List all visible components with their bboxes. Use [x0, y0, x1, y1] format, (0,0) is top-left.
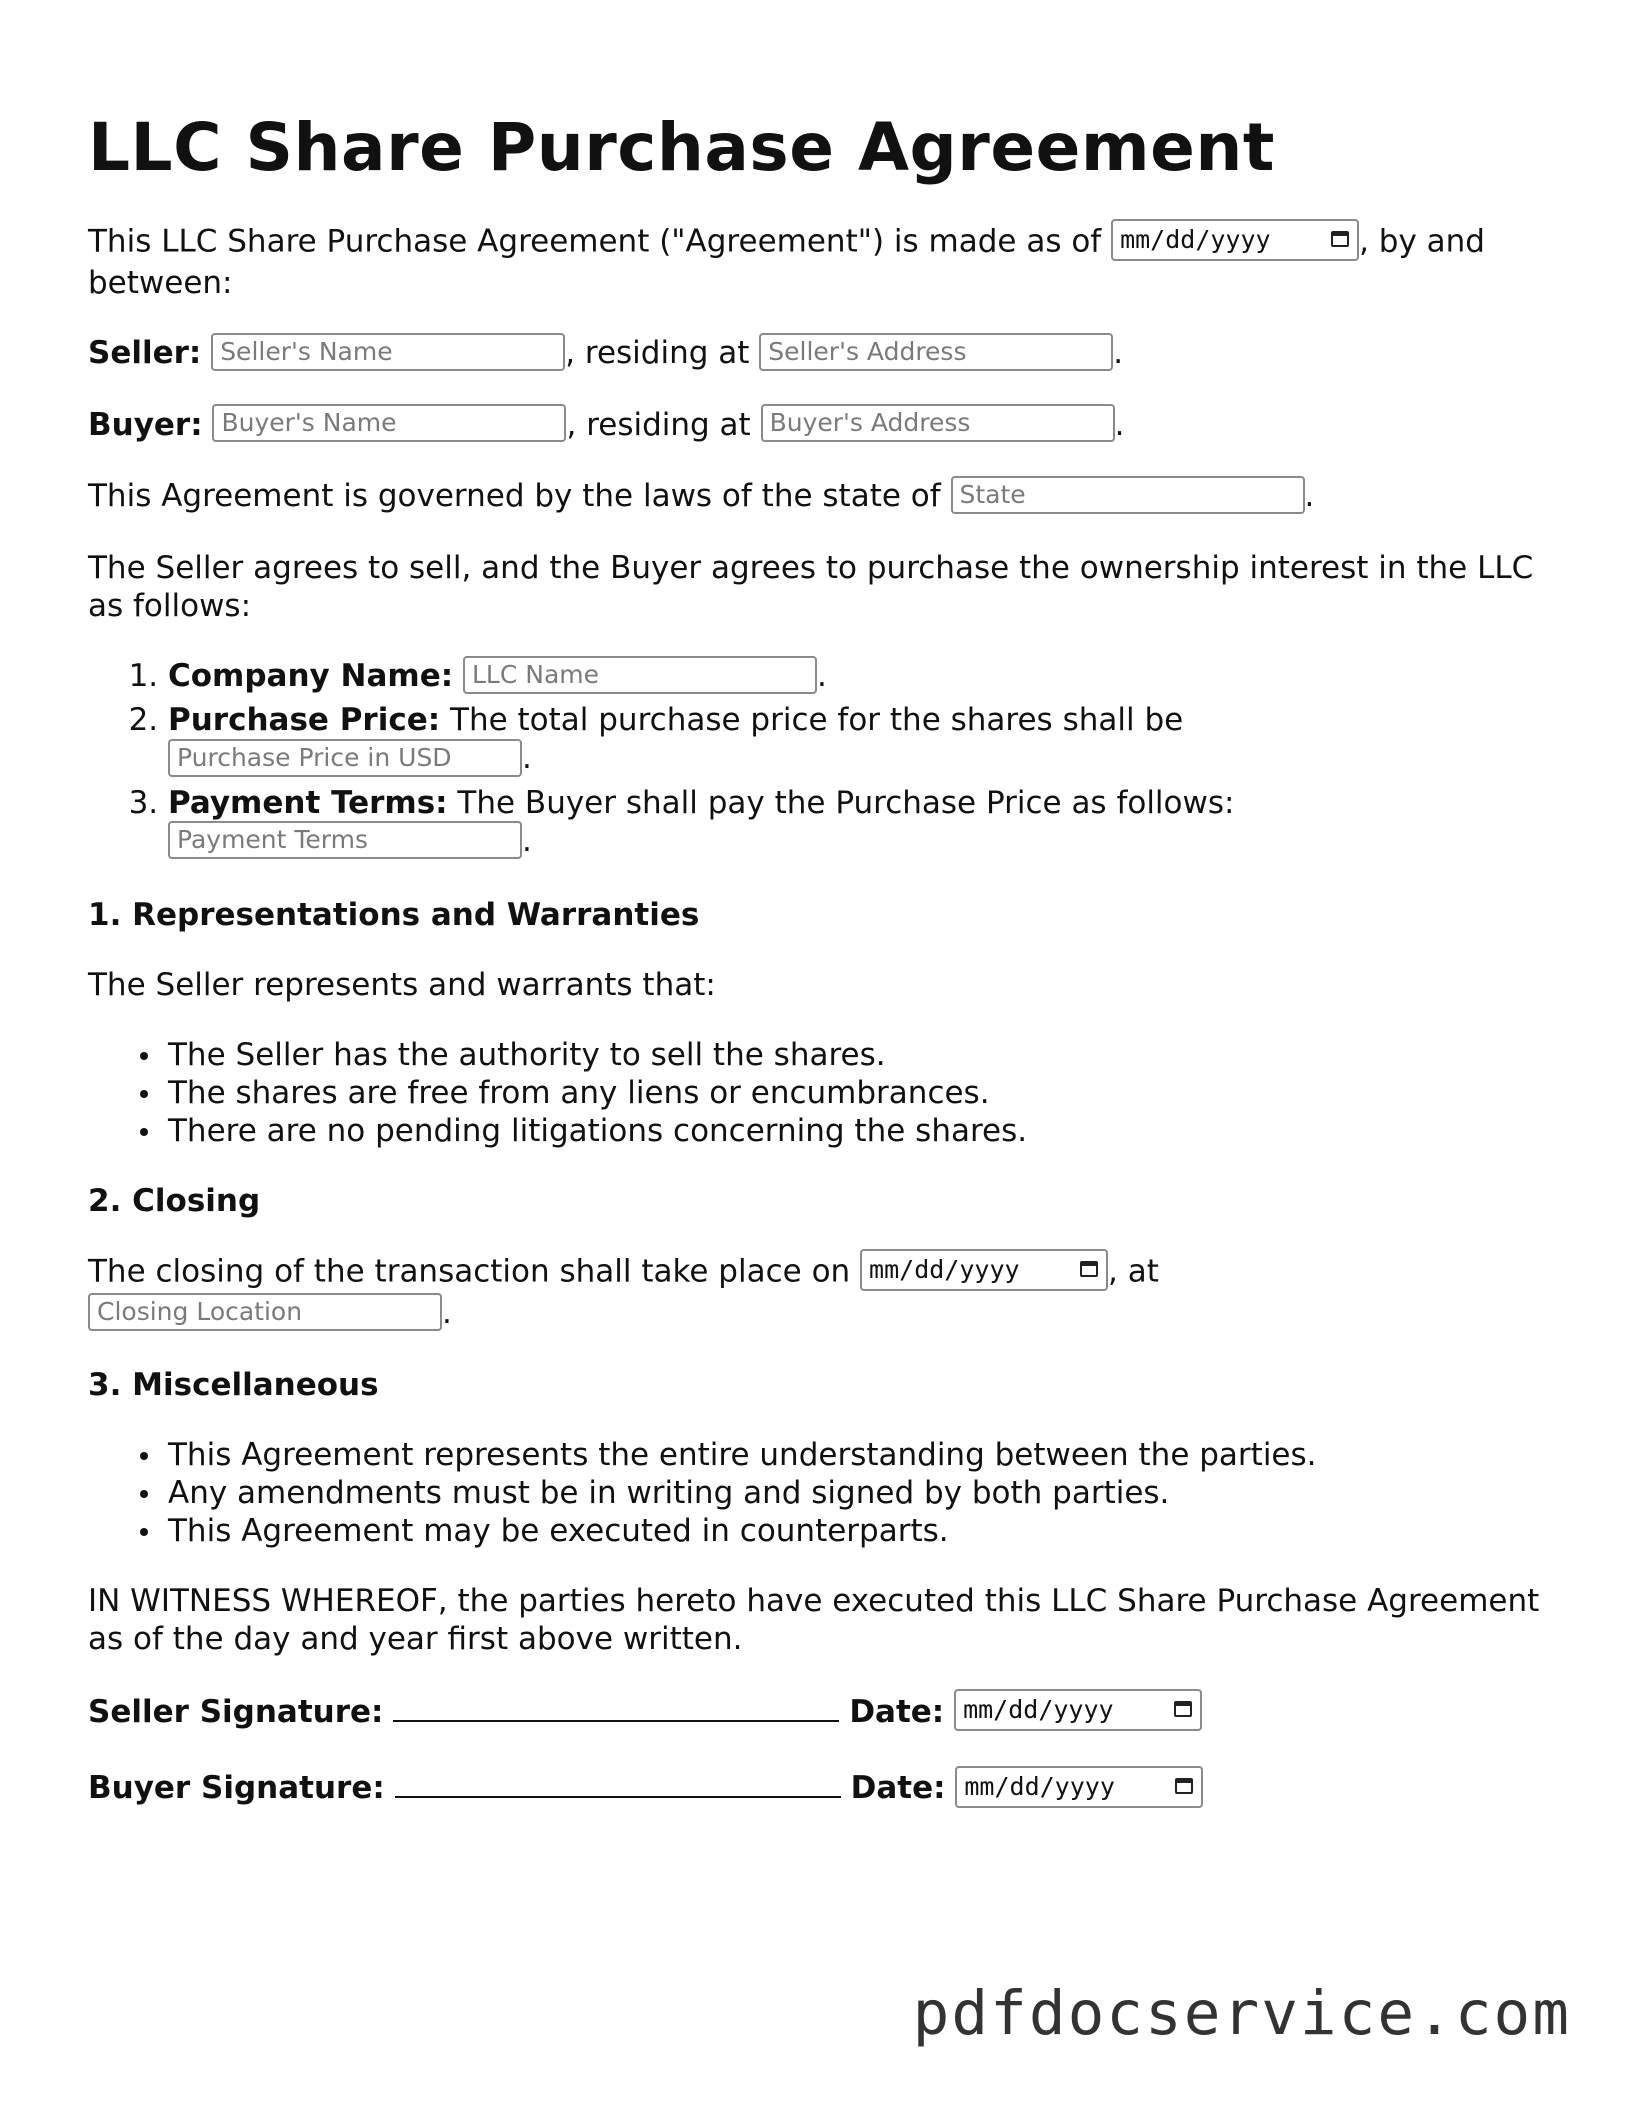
payment-terms-label: Payment Terms:	[168, 784, 448, 821]
buyer-residing-text: , residing at	[566, 406, 761, 443]
buyer-signature-field[interactable]	[395, 1766, 841, 1798]
list-item	[168, 701, 1548, 780]
governing-law-text: This Agreement is governed by the laws of the state of	[88, 478, 951, 514]
seller-address-input[interactable]: Seller's Address	[759, 333, 1113, 371]
seller-residing-text: , residing at	[565, 335, 760, 371]
buyer-signature-label: Buyer Signature:	[88, 1770, 385, 1806]
buyer-date-label: Date:	[850, 1770, 946, 1806]
closing-paragraph	[88, 1252, 1548, 1334]
payment-terms-text: The Buyer shall pay the Purchase Price as follows:	[447, 784, 1235, 821]
representations-intro: The Seller represents and warrants that:	[88, 967, 716, 1003]
seller-label: Seller:	[88, 335, 202, 371]
seller-signature-field[interactable]	[393, 1690, 839, 1722]
intro-text: This LLC Share Purchase Agreement ("Agreement") is made as of	[88, 223, 1112, 260]
list-item: This Agreement may be executed in counterparts.	[168, 1512, 1548, 1550]
term-end: .	[522, 822, 532, 859]
list-item: The Seller has the authority to sell the shares.	[168, 1036, 1548, 1074]
closing-location-input[interactable]: Closing Location	[88, 1293, 442, 1331]
list-item	[168, 657, 1548, 698]
watermark: pdfdocservice.com	[912, 1978, 1571, 2049]
miscellaneous-list	[88, 1436, 1548, 1550]
calendar-icon[interactable]	[1080, 1261, 1098, 1277]
company-name-label: Company Name:	[168, 657, 454, 694]
llc-name-input[interactable]: LLC Name	[463, 656, 817, 694]
governing-law-end: .	[1304, 478, 1315, 514]
purchase-price-input[interactable]: Purchase Price in USD	[168, 739, 522, 777]
buyer-signature-line	[88, 1766, 1548, 1811]
purchase-price-text: The total purchase price for the shares shall be	[440, 702, 1184, 738]
buyer-line	[88, 406, 1548, 446]
list-item: The shares are free from any liens or encumbrances.	[168, 1074, 1548, 1112]
page-title: LLC Share Purchase Agreement	[88, 109, 1275, 186]
agreement-date-input[interactable]	[1111, 219, 1359, 261]
section-heading-representations: 1. Representations and Warranties	[88, 897, 700, 933]
section-heading-miscellaneous: 3. Miscellaneous	[88, 1366, 379, 1403]
closing-text: The closing of the transaction shall take place on	[88, 1253, 861, 1290]
section-heading-closing: 2. Closing	[88, 1183, 261, 1219]
governing-law-line	[88, 477, 1548, 517]
seller-signature-label: Seller Signature:	[88, 1693, 384, 1730]
term-end: .	[816, 657, 827, 694]
seller-name-input[interactable]: Seller's Name	[211, 333, 565, 371]
buyer-label: Buyer:	[88, 406, 203, 443]
list-item	[168, 784, 1548, 863]
purchase-price-label: Purchase Price:	[168, 702, 441, 738]
buyer-address-input[interactable]: Buyer's Address	[761, 404, 1115, 442]
list-item: Any amendments must be in writing and signed by both parties.	[168, 1474, 1548, 1512]
buyer-line-end: .	[1114, 406, 1125, 443]
closing-at-text: , at	[1108, 1253, 1159, 1290]
seller-date-label: Date:	[849, 1693, 945, 1730]
seller-date-placeholder: mm/dd/yyyy	[963, 1695, 1114, 1724]
seller-line	[88, 334, 1548, 374]
witness-paragraph: IN WITNESS WHEREOF, the parties hereto have executed this LLC Share Purchase Agreement as of the day and year first above written.	[88, 1582, 1540, 1657]
buyer-name-input[interactable]: Buyer's Name	[212, 404, 566, 442]
state-input[interactable]: State	[951, 476, 1305, 514]
terms-list	[88, 657, 1548, 863]
seller-line-end: .	[1113, 335, 1124, 371]
agreement-document	[88, 108, 1548, 1843]
buyer-date-input[interactable]	[955, 1766, 1203, 1808]
agreement-date-placeholder: mm/dd/yyyy	[1120, 225, 1271, 254]
seller-date-input[interactable]	[954, 1689, 1202, 1731]
seller-signature-line	[88, 1690, 1548, 1735]
closing-date-placeholder: mm/dd/yyyy	[869, 1255, 1020, 1284]
closing-date-input[interactable]	[860, 1249, 1108, 1291]
intro-paragraph	[88, 222, 1548, 302]
list-item: There are no pending litigations concerning the shares.	[168, 1112, 1548, 1150]
calendar-icon[interactable]	[1175, 1778, 1193, 1794]
closing-end: .	[442, 1295, 452, 1331]
payment-terms-input[interactable]: Payment Terms	[168, 821, 522, 859]
term-end: .	[522, 740, 532, 776]
representations-list	[88, 1036, 1548, 1150]
calendar-icon[interactable]	[1331, 231, 1349, 247]
sale-paragraph: The Seller agrees to sell, and the Buyer agrees to purchase the ownership interest in the LLC as follows:	[88, 549, 1534, 624]
list-item: This Agreement represents the entire understanding between the parties.	[168, 1436, 1548, 1474]
calendar-icon[interactable]	[1174, 1701, 1192, 1717]
buyer-date-placeholder: mm/dd/yyyy	[964, 1771, 1115, 1801]
intro-text-after: , by and between:	[88, 223, 1485, 301]
